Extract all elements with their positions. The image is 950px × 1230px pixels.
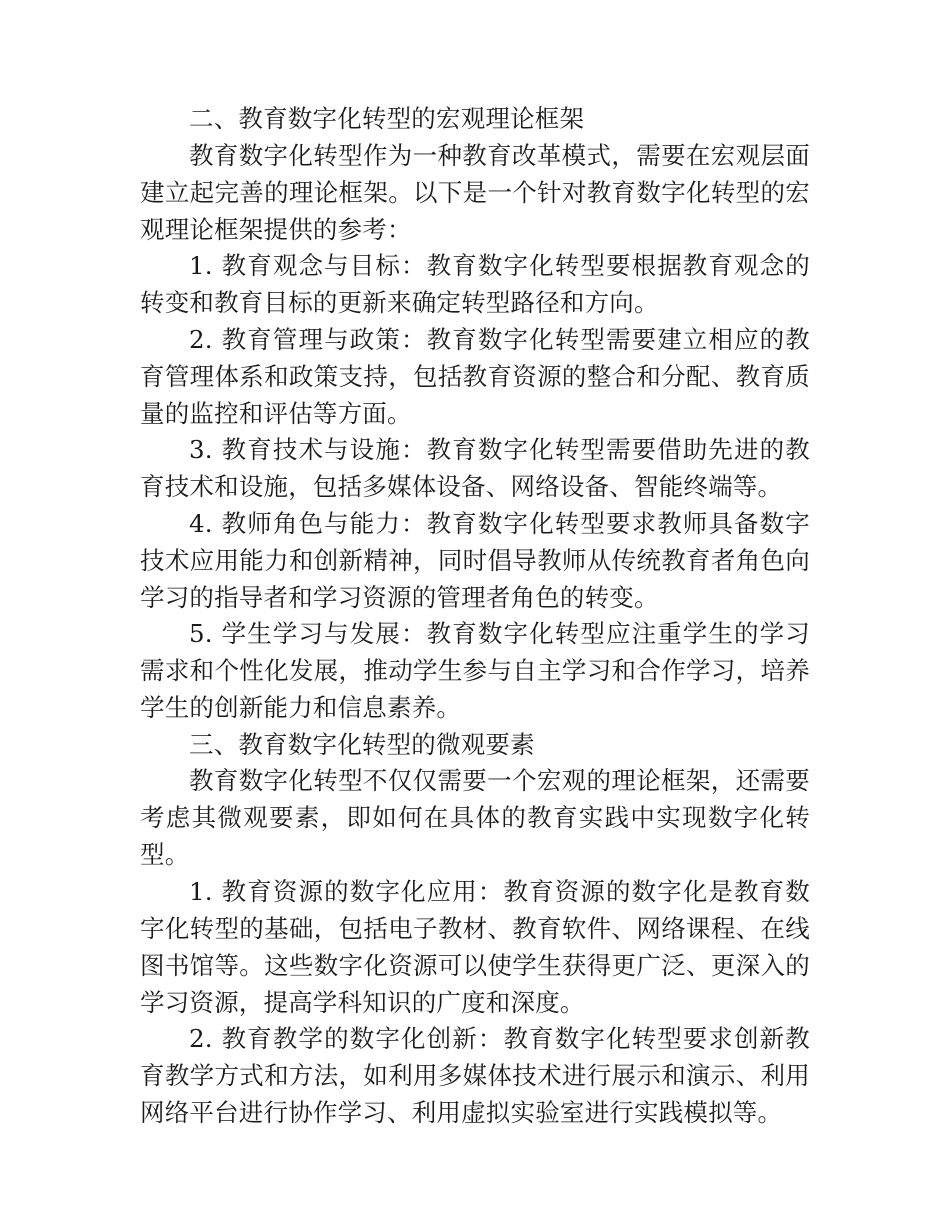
list-item-macro-3: 3. 教育技术与设施：教育数字化转型需要借助先进的教育技术和设施，包括多媒体设备、网络设备、智能终端等。 [140, 435, 810, 501]
document-page [140, 100, 810, 1131]
section-heading-micro-elements: 三、教育数字化转型的微观要素 [189, 729, 535, 759]
list-item-macro-2: 2. 教育管理与政策：教育数字化转型需要建立相应的教育管理体系和政策支持，包括教育资源的整合和分配、教育质量的监控和评估等方面。 [140, 324, 810, 428]
list-item-macro-4: 4. 教师角色与能力：教育数字化转型要求教师具备数字技术应用能力和创新精神，同时倡导教师从传统教育者角色向学习的指导者和学习资源的管理者角色的转变。 [140, 508, 810, 612]
list-item-macro-1: 1. 教育观念与目标：教育数字化转型要根据教育观念的转变和教育目标的更新来确定转型路径和方向。 [140, 251, 810, 317]
intro-paragraph-macro: 教育数字化转型作为一种教育改革模式，需要在宏观层面建立起完善的理论框架。以下是一个针对教育数字化转型的宏观理论框架提供的参考： [140, 140, 810, 244]
list-item-micro-1: 1. 教育资源的数字化应用：教育资源的数字化是教育数字化转型的基础，包括电子教材、教育软件、网络课程、在线图书馆等。这些数字化资源可以使学生获得更广泛、更深入的学习资源，提高学科知识的广度和深度。 [140, 876, 810, 1017]
list-item-micro-2: 2. 教育教学的数字化创新：教育数字化转型要求创新教育教学方式和方法，如利用多媒体技术进行展示和演示、利用网络平台进行协作学习、利用虚拟实验室进行实践模拟等。 [140, 1024, 810, 1127]
list-item-macro-5: 5. 学生学习与发展：教育数字化转型应注重学生的学习需求和个性化发展，推动学生参与自主学习和合作学习，培养学生的创新能力和信息素养。 [140, 619, 810, 722]
intro-paragraph-micro: 教育数字化转型不仅仅需要一个宏观的理论框架，还需要考虑其微观要素，即如何在具体的教育实践中实现数字化转型。 [140, 766, 810, 869]
section-heading-macro-framework: 二、教育数字化转型的宏观理论框架 [189, 104, 585, 133]
